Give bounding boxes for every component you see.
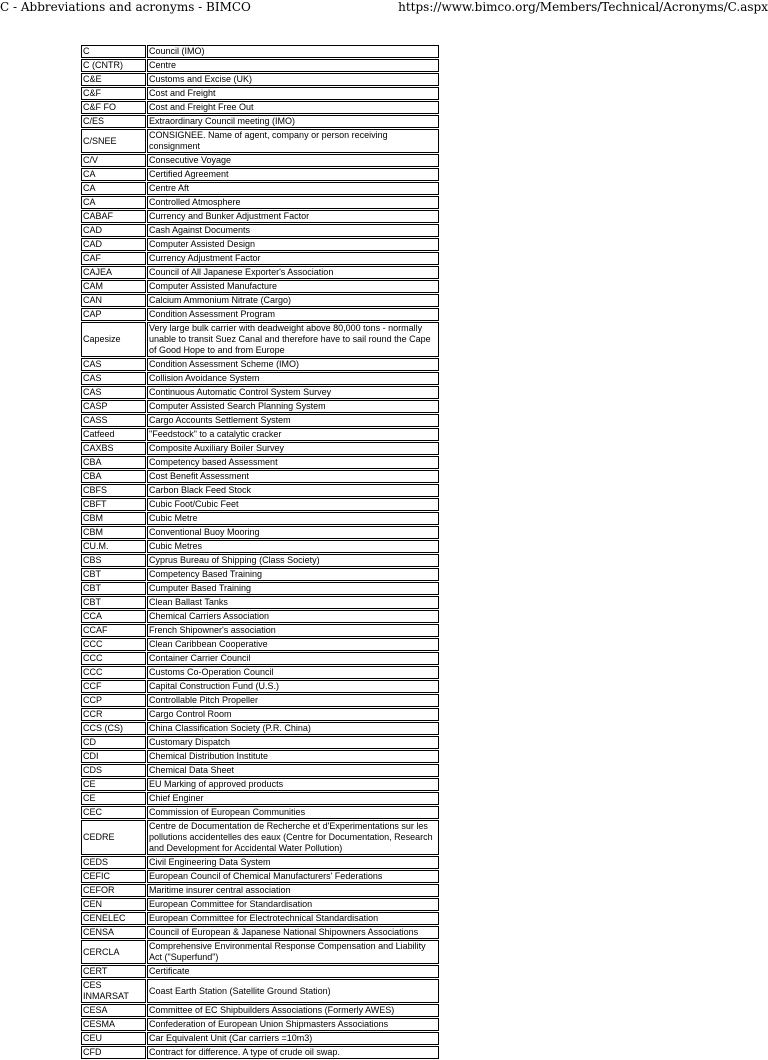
meaning-cell: Cubic Foot/Cubic Feet (147, 498, 439, 511)
table-row (81, 820, 439, 855)
table-row (81, 596, 439, 609)
meaning-cell: Computer Assisted Design (147, 238, 439, 251)
meaning-cell: Car Equivalent Unit (Car carriers =10m3) (147, 1032, 439, 1045)
table-row (81, 898, 439, 911)
table-row (81, 582, 439, 595)
acronym-cell: CD (81, 736, 146, 749)
acronym-cell: CEFIC (81, 870, 146, 883)
acronym-cell: C (81, 45, 146, 58)
acronym-cell: CBM (81, 526, 146, 539)
acronym-cell: C/ES (81, 115, 146, 128)
meaning-cell: Calcium Ammonium Nitrate (Cargo) (147, 294, 439, 307)
acronym-cell: CAD (81, 238, 146, 251)
table-row (81, 358, 439, 371)
table-row (81, 806, 439, 819)
table-row (81, 965, 439, 978)
acronym-cell: CASS (81, 414, 146, 427)
meaning-cell: Currency Adjustment Factor (147, 252, 439, 265)
acronym-cell: CCF (81, 680, 146, 693)
table-row (81, 73, 439, 86)
meaning-cell: Cost Benefit Assessment (147, 470, 439, 483)
table-row (81, 154, 439, 167)
acronym-cell: C&F (81, 87, 146, 100)
table-row (81, 168, 439, 181)
meaning-cell: Consecutive Voyage (147, 154, 439, 167)
meaning-cell: Centre Aft (147, 182, 439, 195)
table-row (81, 238, 439, 251)
table-row (81, 554, 439, 567)
meaning-cell: Controlled Atmosphere (147, 196, 439, 209)
acronym-cell: CBT (81, 596, 146, 609)
acronym-cell: CEU (81, 1032, 146, 1045)
meaning-cell: Chief Enginer (147, 792, 439, 805)
meaning-cell: Confederation of European Union Shipmasters Associations (147, 1018, 439, 1031)
acronym-cell: CDI (81, 750, 146, 763)
table-row (81, 224, 439, 237)
table-row (81, 624, 439, 637)
meaning-cell: Council of European & Japanese National Shipowners Associations (147, 926, 439, 939)
acronym-cell: CA (81, 168, 146, 181)
table-row (81, 736, 439, 749)
meaning-cell: Carbon Black Feed Stock (147, 484, 439, 497)
table-row (81, 266, 439, 279)
table-row (81, 526, 439, 539)
meaning-cell: Container Carrier Council (147, 652, 439, 665)
table-row (81, 666, 439, 679)
acronym-cell: CAS (81, 372, 146, 385)
table-row (81, 498, 439, 511)
meaning-cell: Capital Construction Fund (U.S.) (147, 680, 439, 693)
acronym-cell: CU.M. (81, 540, 146, 553)
meaning-cell: European Council of Chemical Manufacturers' Federations (147, 870, 439, 883)
acronym-cell: CCA (81, 610, 146, 623)
meaning-cell: Chemical Carriers Association (147, 610, 439, 623)
acronym-cell: CCC (81, 652, 146, 665)
acronym-cell: CAS (81, 386, 146, 399)
acronyms-table (80, 44, 440, 1060)
meaning-cell: Cash Against Documents (147, 224, 439, 237)
meaning-cell: Controllable Pitch Propeller (147, 694, 439, 707)
page-url: https://www.bimco.org/Members/Technical/Acronyms/C.aspx (398, 0, 768, 14)
table-row (81, 694, 439, 707)
acronym-cell: CDS (81, 764, 146, 777)
table-row (81, 45, 439, 58)
acronym-cell: CBS (81, 554, 146, 567)
meaning-cell: Very large bulk carrier with deadweight above 80,000 tons - normally unable to transit Suez Canal and therefore have to sail round the Cape of Good Hope to and from Europe (147, 322, 439, 357)
table-row (81, 129, 439, 153)
acronym-cell: CAM (81, 280, 146, 293)
table-row (81, 294, 439, 307)
acronym-cell: CERCLA (81, 940, 146, 964)
acronym-cell: CEDRE (81, 820, 146, 855)
acronym-cell: C&E (81, 73, 146, 86)
table-row (81, 372, 439, 385)
table-row (81, 1046, 439, 1059)
table-row (81, 610, 439, 623)
meaning-cell: Cubic Metres (147, 540, 439, 553)
acronym-cell: CCR (81, 708, 146, 721)
table-row (81, 182, 439, 195)
acronym-cell: CCC (81, 666, 146, 679)
acronym-cell: CBA (81, 456, 146, 469)
meaning-cell: Cumputer Based Training (147, 582, 439, 595)
table-row (81, 512, 439, 525)
table-row (81, 912, 439, 925)
acronym-cell: C (CNTR) (81, 59, 146, 72)
table-row (81, 940, 439, 964)
acronym-cell: CCP (81, 694, 146, 707)
acronym-cell: Catfeed (81, 428, 146, 441)
acronym-cell: CBT (81, 582, 146, 595)
meaning-cell: Computer Assisted Search Planning System (147, 400, 439, 413)
acronym-cell: CESA (81, 1004, 146, 1017)
table-row (81, 252, 439, 265)
meaning-cell: Contract for difference. A type of crude oil swap. (147, 1046, 439, 1059)
table-row (81, 442, 439, 455)
meaning-cell: Clean Caribbean Cooperative (147, 638, 439, 651)
meaning-cell: Cyprus Bureau of Shipping (Class Society) (147, 554, 439, 567)
acronym-cell: CAS (81, 358, 146, 371)
acronym-cell: CAP (81, 308, 146, 321)
table-row (81, 456, 439, 469)
meaning-cell: Cost and Freight Free Out (147, 101, 439, 114)
meaning-cell: Chemical Data Sheet (147, 764, 439, 777)
acronym-cell: CES INMARSAT (81, 979, 146, 1003)
table-row (81, 470, 439, 483)
meaning-cell: CONSIGNEE. Name of agent, company or person receiving consignment (147, 129, 439, 153)
meaning-cell: Competency Based Training (147, 568, 439, 581)
acronym-cell: CA (81, 196, 146, 209)
meaning-cell: Collision Avoidance System (147, 372, 439, 385)
acronym-cell: CAXBS (81, 442, 146, 455)
meaning-cell: Currency and Bunker Adjustment Factor (147, 210, 439, 223)
acronym-cell: CENSA (81, 926, 146, 939)
acronym-cell: CEC (81, 806, 146, 819)
meaning-cell: French Shipowner's association (147, 624, 439, 637)
table-row (81, 414, 439, 427)
acronym-cell: CBFS (81, 484, 146, 497)
acronym-cell: CAN (81, 294, 146, 307)
acronym-cell: CESMA (81, 1018, 146, 1031)
meaning-cell: Computer Assisted Manufacture (147, 280, 439, 293)
table-row (81, 1032, 439, 1045)
table-row (81, 979, 439, 1003)
meaning-cell: China Classification Society (P.R. China) (147, 722, 439, 735)
acronym-cell: CAJEA (81, 266, 146, 279)
meaning-cell: Chemical Distribution Institute (147, 750, 439, 763)
table-row (81, 87, 439, 100)
table-row (81, 322, 439, 357)
acronym-cell: Capesize (81, 322, 146, 357)
table-row (81, 884, 439, 897)
meaning-cell: Centre de Documentation de Recherche et d'Experimentations sur les pollutions accidentelles des eaux (Centre for Documentation, Research and Development for Accidental Water Pollution) (147, 820, 439, 855)
meaning-cell: Customs Co-Operation Council (147, 666, 439, 679)
meaning-cell: Coast Earth Station (Satellite Ground Station) (147, 979, 439, 1003)
meaning-cell: Comprehensive Environmental Response Compensation and Liability Act ("Superfund") (147, 940, 439, 964)
meaning-cell: Cargo Accounts Settlement System (147, 414, 439, 427)
acronym-cell: CCC (81, 638, 146, 651)
meaning-cell: European Committee for Electrotechnical Standardisation (147, 912, 439, 925)
table-row (81, 764, 439, 777)
meaning-cell: Competency based Assessment (147, 456, 439, 469)
table-row (81, 722, 439, 735)
meaning-cell: Composite Auxiliary Boiler Survey (147, 442, 439, 455)
table-row (81, 196, 439, 209)
acronym-cell: CEFOR (81, 884, 146, 897)
meaning-cell: Condition Assessment Scheme (IMO) (147, 358, 439, 371)
table-row (81, 280, 439, 293)
acronym-cell: CBM (81, 512, 146, 525)
acronyms-table-body (81, 45, 439, 1059)
acronym-cell: CEN (81, 898, 146, 911)
table-row (81, 540, 439, 553)
acronym-cell: CAF (81, 252, 146, 265)
acronym-cell: CFD (81, 1046, 146, 1059)
meaning-cell: Council (IMO) (147, 45, 439, 58)
acronym-cell: CENELEC (81, 912, 146, 925)
meaning-cell: EU Marking of approved products (147, 778, 439, 791)
meaning-cell: Certificate (147, 965, 439, 978)
table-row (81, 568, 439, 581)
table-row (81, 856, 439, 869)
acronym-cell: CE (81, 792, 146, 805)
table-row (81, 750, 439, 763)
meaning-cell: Certified Agreement (147, 168, 439, 181)
table-row (81, 708, 439, 721)
acronym-cell: CBFT (81, 498, 146, 511)
page-title: C - Abbreviations and acronyms - BIMCO (0, 0, 251, 14)
meaning-cell: Customary Dispatch (147, 736, 439, 749)
page-header (0, 0, 768, 20)
table-row (81, 652, 439, 665)
acronym-cell: C/V (81, 154, 146, 167)
table-row (81, 115, 439, 128)
acronym-cell: CAD (81, 224, 146, 237)
acronym-cell: CA (81, 182, 146, 195)
meaning-cell: Committee of EC Shipbuilders Associations (Formerly AWES) (147, 1004, 439, 1017)
acronym-cell: C/SNEE (81, 129, 146, 153)
table-row (81, 400, 439, 413)
acronym-cell: CBT (81, 568, 146, 581)
table-row (81, 308, 439, 321)
table-row (81, 484, 439, 497)
meaning-cell: Extraordinary Council meeting (IMO) (147, 115, 439, 128)
acronym-cell: CCAF (81, 624, 146, 637)
acronym-cell: CE (81, 778, 146, 791)
meaning-cell: Customs and Excise (UK) (147, 73, 439, 86)
meaning-cell: Conventional Buoy Mooring (147, 526, 439, 539)
meaning-cell: Cargo Control Room (147, 708, 439, 721)
table-row (81, 870, 439, 883)
meaning-cell: "Feedstock" to a catalytic cracker (147, 428, 439, 441)
acronym-cell: C&F FO (81, 101, 146, 114)
meaning-cell: Commission of European Communities (147, 806, 439, 819)
meaning-cell: European Committee for Standardisation (147, 898, 439, 911)
table-row (81, 638, 439, 651)
meaning-cell: Centre (147, 59, 439, 72)
table-row (81, 680, 439, 693)
acronym-cell: CASP (81, 400, 146, 413)
acronym-cell: CCS (CS) (81, 722, 146, 735)
meaning-cell: Cost and Freight (147, 87, 439, 100)
meaning-cell: Continuous Automatic Control System Survey (147, 386, 439, 399)
table-row (81, 59, 439, 72)
table-row (81, 1018, 439, 1031)
meaning-cell: Civil Engineering Data System (147, 856, 439, 869)
meaning-cell: Maritime insurer central association (147, 884, 439, 897)
table-row (81, 778, 439, 791)
meaning-cell: Council of All Japanese Exporter's Association (147, 266, 439, 279)
acronym-cell: CBA (81, 470, 146, 483)
table-row (81, 926, 439, 939)
meaning-cell: Cubic Metre (147, 512, 439, 525)
table-row (81, 101, 439, 114)
meaning-cell: Clean Ballast Tanks (147, 596, 439, 609)
table-row (81, 1004, 439, 1017)
acronym-cell: CABAF (81, 210, 146, 223)
acronym-cell: CERT (81, 965, 146, 978)
meaning-cell: Condition Assessment Program (147, 308, 439, 321)
acronym-cell: CEDS (81, 856, 146, 869)
table-row (81, 792, 439, 805)
table-row (81, 428, 439, 441)
table-row (81, 210, 439, 223)
table-row (81, 386, 439, 399)
